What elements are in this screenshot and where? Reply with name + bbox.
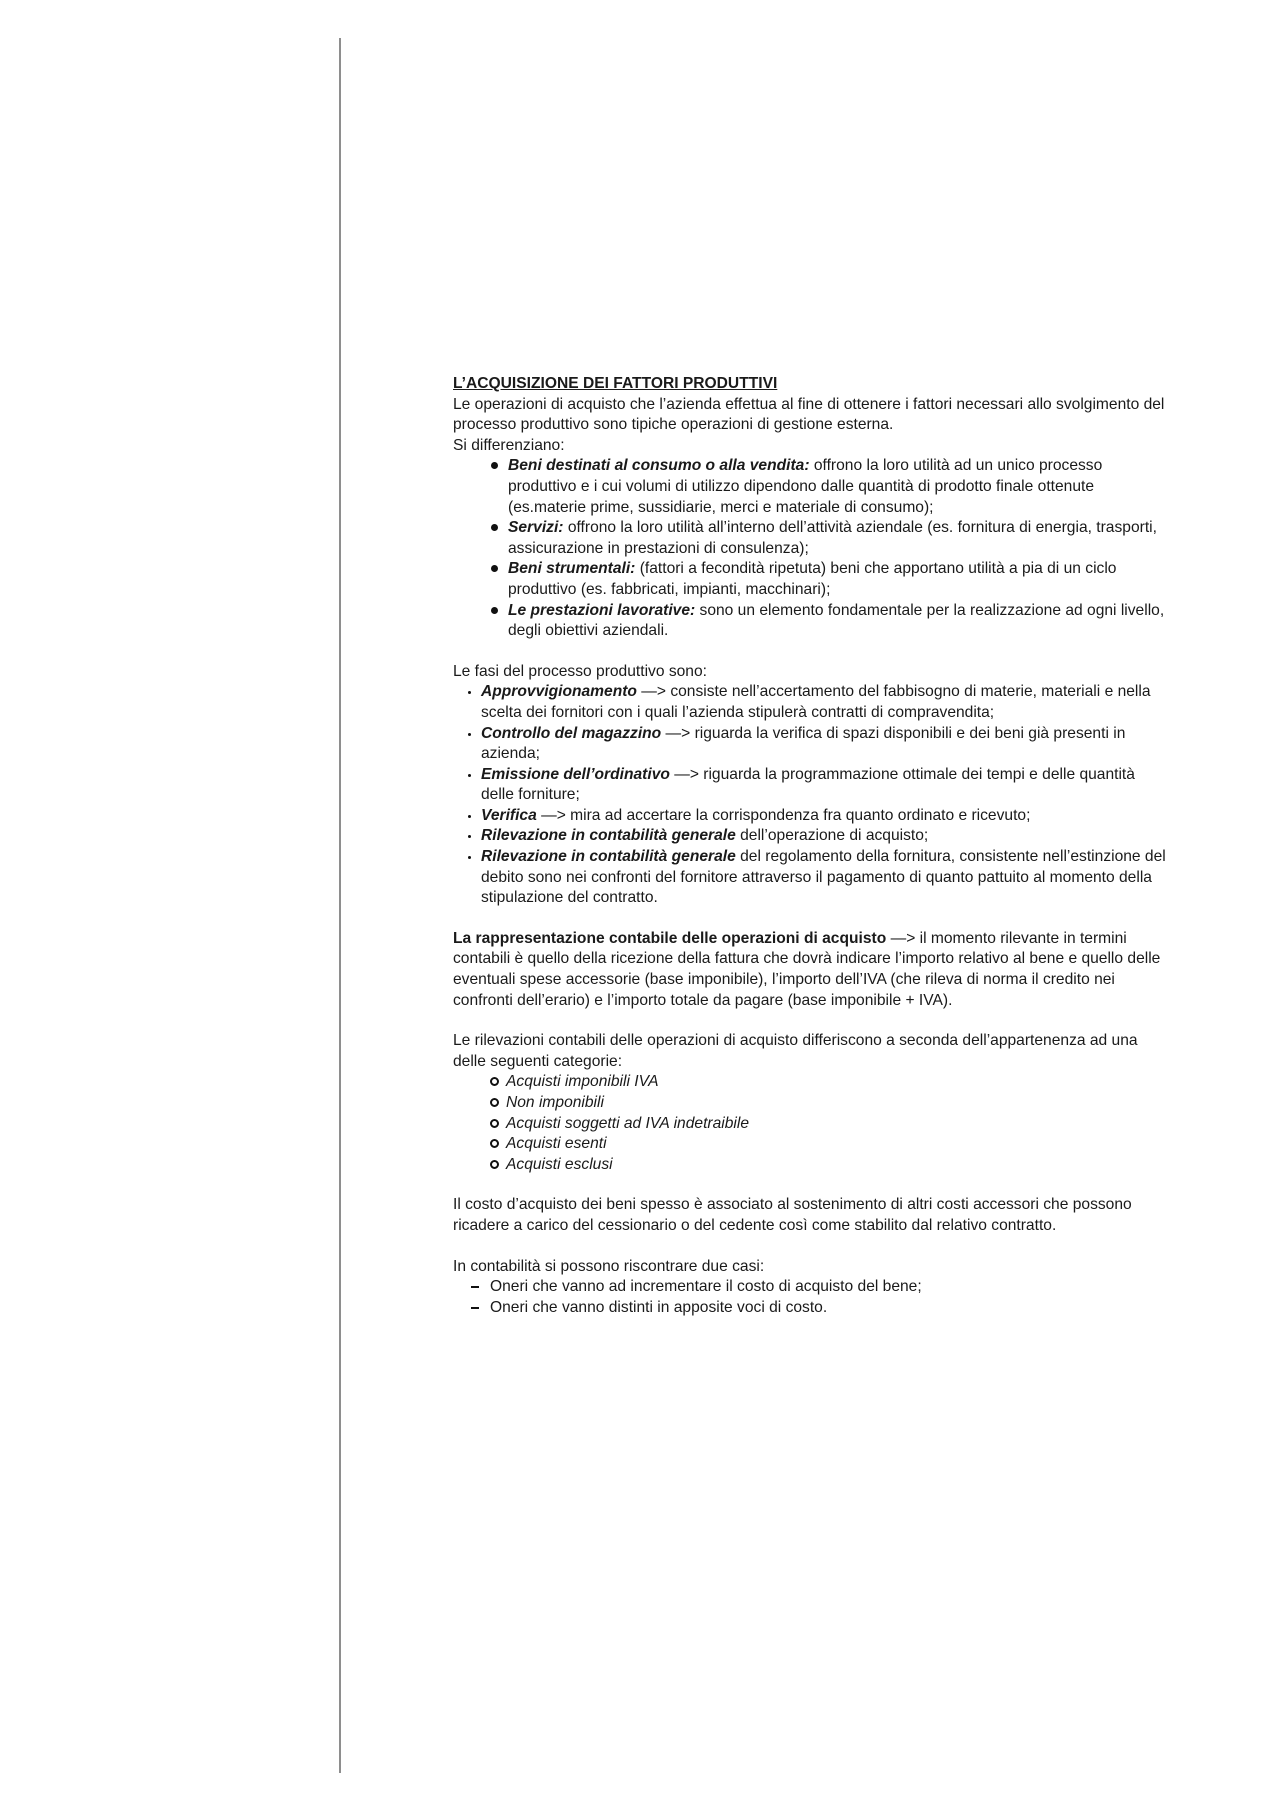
bullet-icon — [468, 835, 471, 838]
list-item — [453, 806, 1168, 827]
document-body — [453, 374, 1168, 1318]
bullet-icon — [468, 733, 471, 736]
bullet-icon — [468, 691, 471, 694]
ring-bullet-icon — [490, 1160, 499, 1169]
list-item — [453, 1093, 1168, 1114]
representation-text: —> il momento rilevante in termini contabili è quello della ricezione della fattura che dovrà indicare l’importo relativo al bene e quello delle eventuali spese accessorie (base imponibile), l’importo dell’IVA (che rileva di norma il credito nei confronti dell’erario) e l’importo totale da pagare (base imponibile + IVA). — [453, 929, 1161, 1009]
phase-text: —> riguarda la programmazione ottimale dei tempi e delle quantità delle forniture; — [481, 765, 1135, 804]
cost-paragraph: Il costo d’acquisto dei beni spesso è associato al sostenimento di altri costi accessori che possono ricadere a carico del cessionario o del cedente così come stabilito dal relativo contratto. — [453, 1196, 1132, 1234]
factor-text: (fattori a fecondità ripetuta) beni che apportano utilità a pia di un ciclo produttivo (es. fabbricati, impianti, macchinari); — [508, 560, 1117, 598]
factor-text: sono un elemento fondamentale per la realizzazione ad ogni livello, degli obiettivi aziendali. — [508, 601, 1165, 640]
category-label: Non imponibili — [506, 1094, 604, 1111]
list-item — [453, 518, 1168, 559]
list-item — [453, 601, 1168, 642]
bullet-icon — [491, 524, 498, 531]
phase-text: dell’operazione di acquisto; — [735, 827, 929, 845]
bullet-icon — [491, 607, 498, 614]
category-label: Acquisti esenti — [506, 1135, 607, 1153]
representation-term: La rappresentazione contabile delle operazioni di acquisto — [453, 929, 887, 947]
factor-text: offrono la loro utilità ad un unico processo produttivo e i cui volumi di utilizzo dipendono dalle quantità di prodotto finale ottenute (es.materie prime, sussidiarie, merci e materiale di consumo); — [508, 457, 1103, 516]
case-label: Oneri che vanno ad incrementare il costo di acquisto del bene; — [490, 1278, 922, 1296]
factors-list — [453, 456, 1168, 641]
phase-term: Rilevazione in contabilità generale — [481, 848, 736, 866]
categories-intro: Le rilevazioni contabili delle operazioni di acquisto differiscono a seconda dell’appartenenza ad una delle seguenti categorie: — [453, 1032, 1138, 1070]
ring-bullet-icon — [490, 1119, 499, 1128]
phase-text: —> mira ad accertare la corrispondenza fra quanto ordinato e ricevuto; — [536, 806, 1031, 824]
categories-list — [453, 1072, 1168, 1175]
bullet-icon — [491, 565, 498, 572]
list-item — [453, 1298, 1168, 1319]
margin-rule — [339, 38, 341, 1773]
factor-term: Le prestazioni lavorative: — [508, 601, 696, 619]
list-item — [453, 765, 1168, 806]
list-item — [453, 682, 1168, 723]
list-item — [453, 1155, 1168, 1176]
list-item — [453, 559, 1168, 600]
list-item — [453, 1134, 1168, 1155]
section-heading: L’ACQUISIZIONE DEI FATTORI PRODUTTIVI — [453, 375, 778, 392]
dash-bullet-icon — [471, 1286, 479, 1288]
phase-term: Approvvigionamento — [481, 683, 637, 701]
phase-text: —> consiste nell’accertamento del fabbisogno di materie, materiali e nella scelta dei fornitori con i quali l’azienda stipulerà contratti di compravendita; — [481, 683, 1151, 721]
bullet-icon — [468, 815, 471, 818]
phase-text: —> riguarda la verifica di spazi disponibili e dei beni già presenti in azienda; — [481, 724, 1126, 763]
factor-term: Servizi: — [508, 519, 564, 537]
phase-term: Controllo del magazzino — [481, 724, 662, 742]
phases-list — [453, 682, 1168, 909]
ring-bullet-icon — [490, 1077, 499, 1086]
intro-paragraph: Le operazioni di acquisto che l’azienda effettua al fine di ottenere i fattori necessari allo svolgimento del processo produttivo sono tipiche operazioni di gestione esterna. — [453, 395, 1165, 434]
bullet-icon — [468, 856, 471, 859]
ring-bullet-icon — [490, 1098, 499, 1107]
phase-term: Verifica — [481, 806, 537, 824]
list-item — [453, 724, 1168, 765]
case-label: Oneri che vanno distinti in apposite voci di costo. — [490, 1298, 828, 1316]
bullet-icon — [468, 774, 471, 777]
factor-term: Beni strumentali: — [508, 560, 636, 578]
factor-text: offrono la loro utilità all’interno dell’attività aziendale (es. fornitura di energia, trasporti, assicurazione in prestazioni di consulenza); — [508, 519, 1157, 557]
category-label: Acquisti esclusi — [506, 1155, 613, 1173]
phase-term: Rilevazione in contabilità generale — [481, 827, 736, 845]
category-label: Acquisti imponibili IVA — [506, 1073, 659, 1091]
dash-bullet-icon — [471, 1307, 479, 1309]
phases-intro: Le fasi del processo produttivo sono: — [453, 662, 707, 680]
bullet-icon — [491, 462, 498, 469]
phase-term: Emissione dell’ordinativo — [481, 765, 670, 783]
ring-bullet-icon — [490, 1139, 499, 1148]
factor-term: Beni destinati al consumo o alla vendita: — [508, 457, 810, 475]
representation-paragraph — [453, 929, 1168, 1011]
phase-text: del regolamento della fornitura, consistente nell’estinzione del debito sono nei confronti del fornitore attraverso il pagamento di quanto pattuito al momento della stipulazione del contratto. — [481, 848, 1166, 907]
category-label: Acquisti soggetti ad IVA indetraibile — [506, 1114, 750, 1132]
list-item — [453, 1114, 1168, 1135]
list-item — [453, 1277, 1168, 1298]
cases-intro: In contabilità si possono riscontrare due casi: — [453, 1257, 765, 1275]
list-item — [453, 456, 1168, 518]
cases-list — [453, 1277, 1168, 1318]
list-item — [453, 847, 1168, 909]
intro-lead: Si differenziano: — [453, 436, 565, 454]
list-item — [453, 826, 1168, 847]
list-item — [453, 1072, 1168, 1093]
